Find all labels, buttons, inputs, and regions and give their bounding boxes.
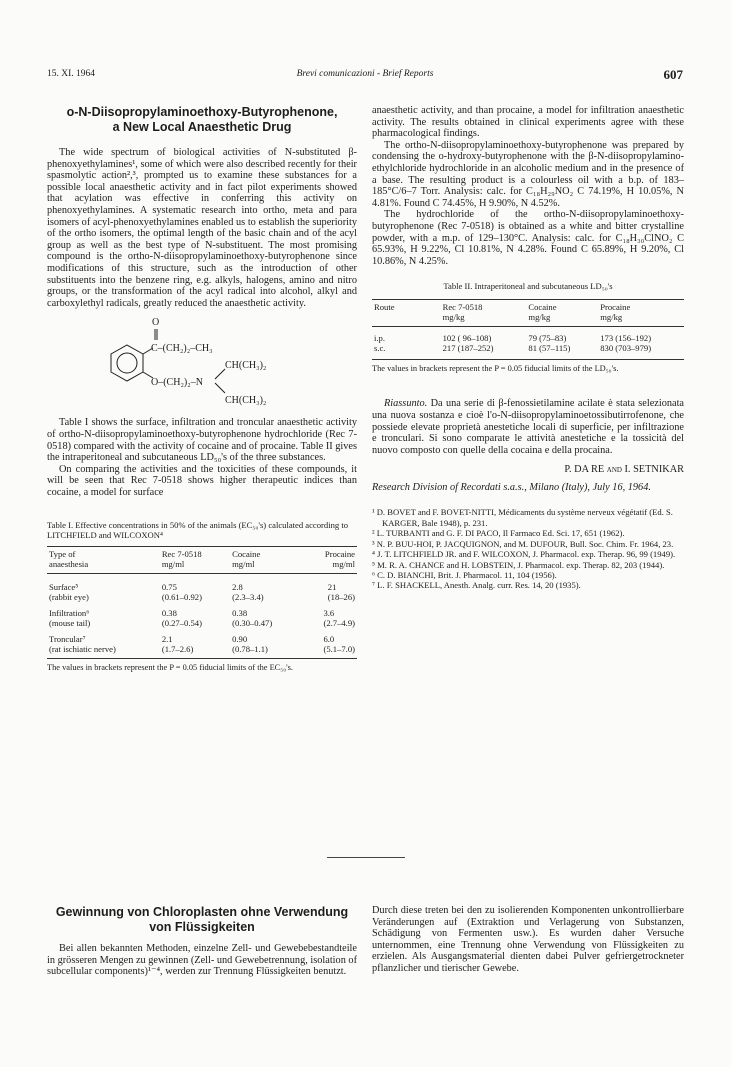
chemical-structure [47, 313, 357, 417]
article1-col2-para3: The hydrochloride of the ortho-N-diisopropylaminoethoxy-butyrophenone (Rec 7-0518) is obtained as a white and bitter crystalline powder, with a m.p. of 129–130°C. Analysis: calc. for C₁₈H₃₀ClNO₂ C 65.93%, H 9.22%, Cl 10.81%, N 4.28%. Found C 65.89%, H 9.20%, Cl 10.86%, N 4.25%. [372, 209, 684, 267]
table1-cell: 0.38 (0.27–0.54) [161, 608, 202, 629]
table1-header: Cocaine mg/ml [230, 547, 300, 574]
n-bond-upper [215, 369, 225, 379]
n-bond-lower [215, 383, 225, 393]
riassunto [372, 398, 684, 456]
benzene-ring [111, 345, 143, 381]
riassunto-text: Da una serie di β-fenossietilamine acilate è stata selezionata una nuova sostanza e cioè l'o-N-diisopropylaminoetossibutirrofenone, che possiede elevate proprietà anestetiche locali di superficie, per infiltrazione e tronculari. Si sono comparate le attività anestetiche e la tossicità del nuovo composto con quelle della cocaina e della procaina. [372, 398, 685, 456]
table1-cell: 0.75 (0.61–0.92) [161, 582, 202, 603]
affiliation: Research Division of Recordati s.a.s., Milano (Italy), July 16, 1964. [372, 481, 651, 493]
reference-item: ² L. TURBANTI and G. F. DI PACO, Il Farmaco Ed. Sci. 17, 651 (1962). [372, 528, 625, 539]
table1-cell: 0.90 (0.78–1.1) [230, 628, 300, 659]
table2-cell: 830 (703–979) [598, 343, 684, 360]
table2-cell: i.p. [374, 333, 385, 344]
riassunto-label: Riassunto. [384, 398, 428, 410]
article2-col2-para: Durch diese treten bei den zu isolierenden Komponenten unkontrollierbare Veränderungen auf (Extraktion und Verlagerung von Substanzen, Schädigung von Fermenten usw.). Es wurden daher Versuche unternommen, eine Trennung ohne Verwendung von Flüssigkeiten zu erzielen. Als Ausgangsmaterial dienten dabei Pulver gefriergetrockneter pflanzlicher und tierischer Gewebe. [372, 905, 684, 974]
table1-row [47, 628, 357, 659]
table2 [372, 299, 684, 360]
reference-item: ⁷ L. F. SHACKELL, Anesth. Analg. curr. Res. 14, 20 (1935). [372, 580, 581, 591]
article-divider [327, 857, 405, 858]
table1-cell: 2.8 (2.3–3.4) [232, 582, 264, 603]
article1-col2-para2: The ortho-N-diisopropylaminoethoxy-butyrophenone was prepared by condensing the o-hydroxy-butyrophenone with the β-N-diisopropylamino-ethylchloride hydrochloride in an alcoholic medium and in the presence of a base. The resulting product is a colourless oil with a b.p. of 183–185°C/6–7 Torr. Analysis: calc. for C₁₈H₂₉NO₂ C 74.19%, H 10.05%, N 4.81%. Found C 74.45%, H 9.90%, N 4.52%. [372, 139, 684, 209]
table1-cell: 0.38 (0.30–0.47) [232, 608, 273, 629]
table2-caption: Table II. Intraperitoneal and subcutaneous LD₅₀'s [443, 281, 613, 292]
table2-note: The values in brackets represent the P = 0.05 fiducial limits of the LD₅₀'s. [372, 364, 619, 374]
table2-cell: 173 (156–192) [600, 333, 652, 344]
table1-header: Procaine mg/ml [300, 547, 357, 574]
table2-block [372, 281, 684, 374]
reference-item: ⁵ M. R. A. CHANCE and H. LOBSTEIN, J. Pharmacol. exp. Therap. 82, 203 (1944). [372, 559, 665, 570]
table1-cell: 2.1 (1.7–2.6) [160, 628, 230, 659]
table2-cell: 81 (57–115) [526, 343, 598, 360]
aromatic-circle [117, 353, 137, 373]
table1-cell: 21 (18–26) [327, 582, 355, 603]
table2-header: Cocaine mg/kg [526, 300, 598, 327]
table1-row [47, 574, 357, 603]
acyl-chain-label: C–(CH₂)₂–CH₃ [151, 343, 213, 355]
authors: P. DA RE and I. SETNIKAR [564, 464, 684, 476]
article2-title-line2: von Flüssigkeiten [149, 920, 255, 934]
reference-item: ¹ D. BOVET and F. BOVET-NITTI, Médicaments du système nerveux végétatif (Ed. S. KARGER, Bale 1948), p. 231. [372, 507, 673, 528]
article1-title-line1: o-N-Diisopropylaminoethoxy-Butyrophenone, [66, 105, 338, 119]
ether-chain-label: O–(CH₂)₂–N [151, 377, 203, 389]
table2-header: Procaine mg/kg [598, 300, 684, 327]
table2-cell: s.c. [372, 343, 441, 360]
table2-header: Rec 7-0518 mg/kg [441, 300, 527, 327]
article1-right-column [372, 105, 684, 591]
table2-header-row [372, 300, 684, 327]
structure-diagram [47, 313, 357, 417]
table2-row [372, 327, 684, 344]
article1-title-line2: a New Local Anaesthetic Drug [112, 120, 292, 134]
article2-title-line1: Gewinnung von Chloroplasten ohne Verwendung [55, 905, 349, 919]
journal-section: Brevi comunicazioni - Brief Reports [296, 69, 434, 79]
article1-para3: On comparing the activities and the toxicities of these compounds, it will be seen that Rec 7-0518 shows higher therapeutic indices than cocaine, a model for surface [47, 463, 357, 498]
table2-cell: 102 ( 96–108) [442, 333, 492, 344]
references [372, 507, 684, 590]
reference-item: ³ N. P. BUU-HOI, P. JACQUIGNON, and M. DUFOUR, Bull. Soc. Chim. Fr. 1964, 23. [372, 538, 674, 549]
table2-cell: 217 (187–252) [441, 343, 527, 360]
table2-cell: 79 (75–83) [528, 333, 567, 344]
issue-date: 15. XI. 1964 [47, 69, 96, 79]
article1-title [47, 105, 357, 135]
table2-row [372, 343, 684, 360]
isopropyl-top-label: CH(CH₃)₂ [225, 360, 267, 372]
article1-col2-para1: anaesthetic activity, and than procaine, a model for infiltration anaesthetic activity. The results obtained in clinical experiments agree with these pharmacological findings. [372, 105, 684, 140]
table1-block [47, 520, 357, 673]
page-number: 607 [663, 67, 683, 82]
article2-para1: Bei allen bekannten Methoden, einzelne Zell- und Gewebebestandteile in grösseren Mengen zu gewinnen (Zell- und Gewebetrennung, isolation of subcellular components)¹⁻⁴, werden zur Trennung Flüssigkeiten benutzt. [47, 943, 357, 978]
article2-right-column [372, 905, 684, 975]
table1-note: The values in brackets represent the P = 0.05 fiducial limits of the EC₅₀'s. [47, 663, 293, 673]
table1-caption: Table I. Effective concentrations in 50% of the animals (EC₅₀'s) calculated according to LITCHFIELD and WILCOXON⁴ [47, 520, 349, 541]
reference-item: ⁴ J. T. LITCHFIELD JR. and F. WILCOXON, J. Pharmacol. exp. Therap. 96, 99 (1949). [372, 549, 676, 560]
table1 [47, 546, 357, 659]
table1-header-row [47, 547, 357, 574]
table1-header: Type of anaesthesia [47, 547, 160, 574]
page-header [47, 68, 683, 82]
table1-cell: 3.6 (2.7–4.9) [323, 608, 355, 629]
article1-para2: Table I shows the surface, infiltration and troncular anaesthetic activity of ortho-N-diisopropylaminoethoxy-butyrophenone hydrochloride (Rec 7-0518) compared with the activity of cocaine and of procaine. Table II gives the intraperitoneal and subcutaneous LD₅₀'s of the three substances. [47, 417, 357, 464]
article2-left-column [47, 905, 357, 978]
reference-item: ⁶ C. D. BIANCHI, Brit. J. Pharmacol. 11, 104 (1956). [372, 569, 557, 580]
table1-header: Rec 7-0518 mg/ml [160, 547, 230, 574]
table1-cell: Troncular⁷ (rat ischiatic nerve) [47, 628, 160, 659]
table1-row [47, 602, 357, 628]
article1-left-column [47, 105, 357, 673]
table1-cell: Surface⁵ (rabbit eye) [49, 582, 89, 603]
article2-title [47, 905, 357, 935]
table1-cell: 6.0 (5.1–7.0) [300, 628, 357, 659]
table2-header: Route [372, 300, 441, 327]
table1-cell: Infiltration⁶ (mouse tail) [49, 608, 91, 629]
isopropyl-bottom-label: CH(CH₃)₂ [225, 395, 267, 407]
article1-para1: The wide spectrum of biological activities of N-substituted β-phenoxyethylamines¹, some of which were also described recently for their spasmolytic action²,³, prompted us to examine these substances for a possible local anaesthetic activity and in fact pilot experiments showed that acylation was effective in conferring this activity on phenoxyethylamines. A systematic research into ortho, meta and para isomers of acyl-phenoxyethylamines enabled us to establish the superiority of the ortho isomers, the optimal length of the basic chain and of the acyl group as well as the best type of N-substituent. The most promising compound is the ortho-N-diisopropylaminoethoxy-butyrophenone since modifications of this structure, such as the introduction of other substituents into the benzene ring, e.g. alkyls, halogens, amino and nitro groups, or the transformation of the acyl radical into alcohol, alkyl and carboxylethyl radicals, greatly reduced the anaesthetic activity. [47, 147, 357, 309]
oxygen-label: O [152, 317, 160, 329]
